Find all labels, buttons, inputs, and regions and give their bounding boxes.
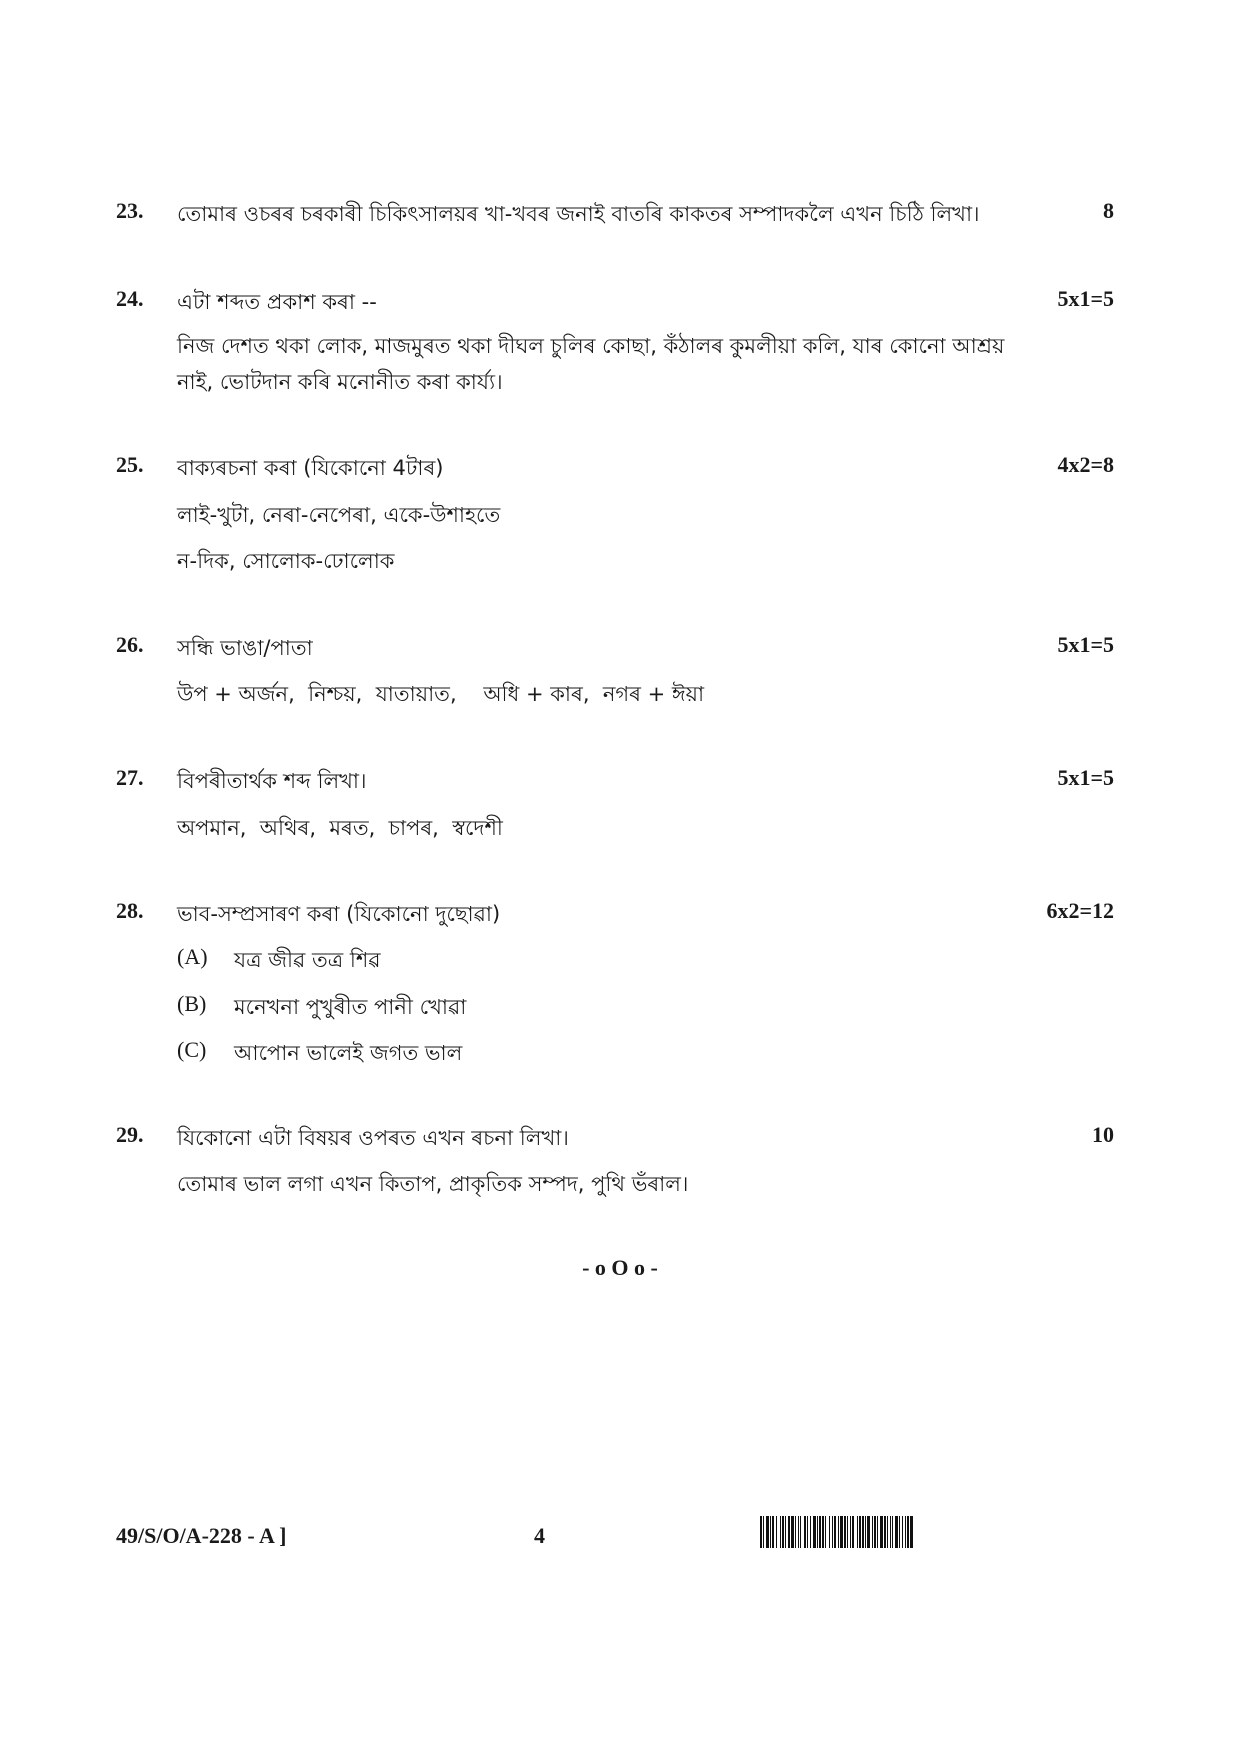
question-body-line: উপ + অৰ্জন, নিশ্চয়, যাতায়াত, অধি + কাৰ, নগৰ + ঈয়া — [177, 682, 705, 706]
question-marks: 4x2=8 — [1057, 452, 1114, 477]
question-body-line: নাই, ভোটদান কৰি মনোনীত কৰা কাৰ্য্য। — [177, 370, 503, 394]
paper-code: 49/S/O/A-228 - A ] — [116, 1523, 287, 1548]
option-text: আপোন ভালেই জগত ভাল — [234, 1041, 463, 1065]
question-body-line: তোমাৰ ভাল লগা এখন কিতাপ, প্ৰাকৃতিক সম্পদ, পুথি ভঁৰাল। — [177, 1172, 689, 1196]
question-marks: 5x1=5 — [1057, 765, 1114, 790]
question-marks: 6x2=12 — [1046, 898, 1114, 923]
option-text: মনেখনা পুখুৰীত পানী খোৱা — [234, 995, 467, 1019]
question-number: 27. — [116, 765, 144, 790]
option-text: যত্ৰ জীৱ তত্ৰ শিৱ — [234, 948, 381, 972]
question-text: তোমাৰ ওচৰৰ চৰকাৰী চিকিৎসালয়ৰ খা-খবৰ জনাই বাতৰি কাকতৰ সম্পাদকলৈ এখন চিঠি লিখা। — [177, 202, 980, 226]
option-label: (B) — [177, 991, 207, 1016]
question-number: 24. — [116, 286, 144, 311]
page-number: 4 — [534, 1523, 545, 1548]
question-marks: 5x1=5 — [1057, 286, 1114, 311]
question-body-line: অপমান, অথিৰ, মৰত, চাপৰ, স্বদেশী — [177, 816, 503, 840]
question-text: বাক্যৰচনা কৰা (যিকোনো 4টাৰ) — [177, 456, 444, 480]
end-of-paper-mark: - o O o - — [582, 1255, 658, 1280]
question-marks: 8 — [1103, 198, 1114, 223]
question-number: 28. — [116, 898, 144, 923]
option-label: (A) — [177, 944, 208, 969]
question-number: 26. — [116, 632, 144, 657]
question-marks: 5x1=5 — [1057, 632, 1114, 657]
question-text: সন্ধি ভাঙা/পাতা — [177, 636, 313, 660]
question-number: 25. — [116, 452, 144, 477]
question-marks: 10 — [1092, 1122, 1114, 1147]
question-text: ভাব-সম্প্ৰসাৰণ কৰা (যিকোনো দুছোৱা) — [177, 902, 501, 926]
barcode-image — [760, 1516, 1015, 1548]
question-number: 29. — [116, 1122, 144, 1147]
question-text: বিপৰীতাৰ্থক শব্দ লিখা। — [177, 769, 367, 793]
question-number: 23. — [116, 198, 144, 223]
question-text: যিকোনো এটা বিষয়ৰ ওপৰত এখন ৰচনা লিখা। — [177, 1126, 569, 1150]
option-label: (C) — [177, 1037, 207, 1062]
question-body-line: লাই-খুটা, নেৰা-নেপেৰা, একে-উশাহতে — [177, 503, 501, 527]
question-body-line: ন-দিক, সোলোক-ঢোলোক — [177, 549, 395, 573]
question-body-line: নিজ দেশত থকা লোক, মাজমুৰত থকা দীঘল চুলিৰ কোছা, কঁঠালৰ কুমলীয়া কলি, যাৰ কোনো আশ্ৰয় — [177, 334, 1005, 358]
question-text: এটা শব্দত প্ৰকাশ কৰা -- — [177, 290, 377, 314]
